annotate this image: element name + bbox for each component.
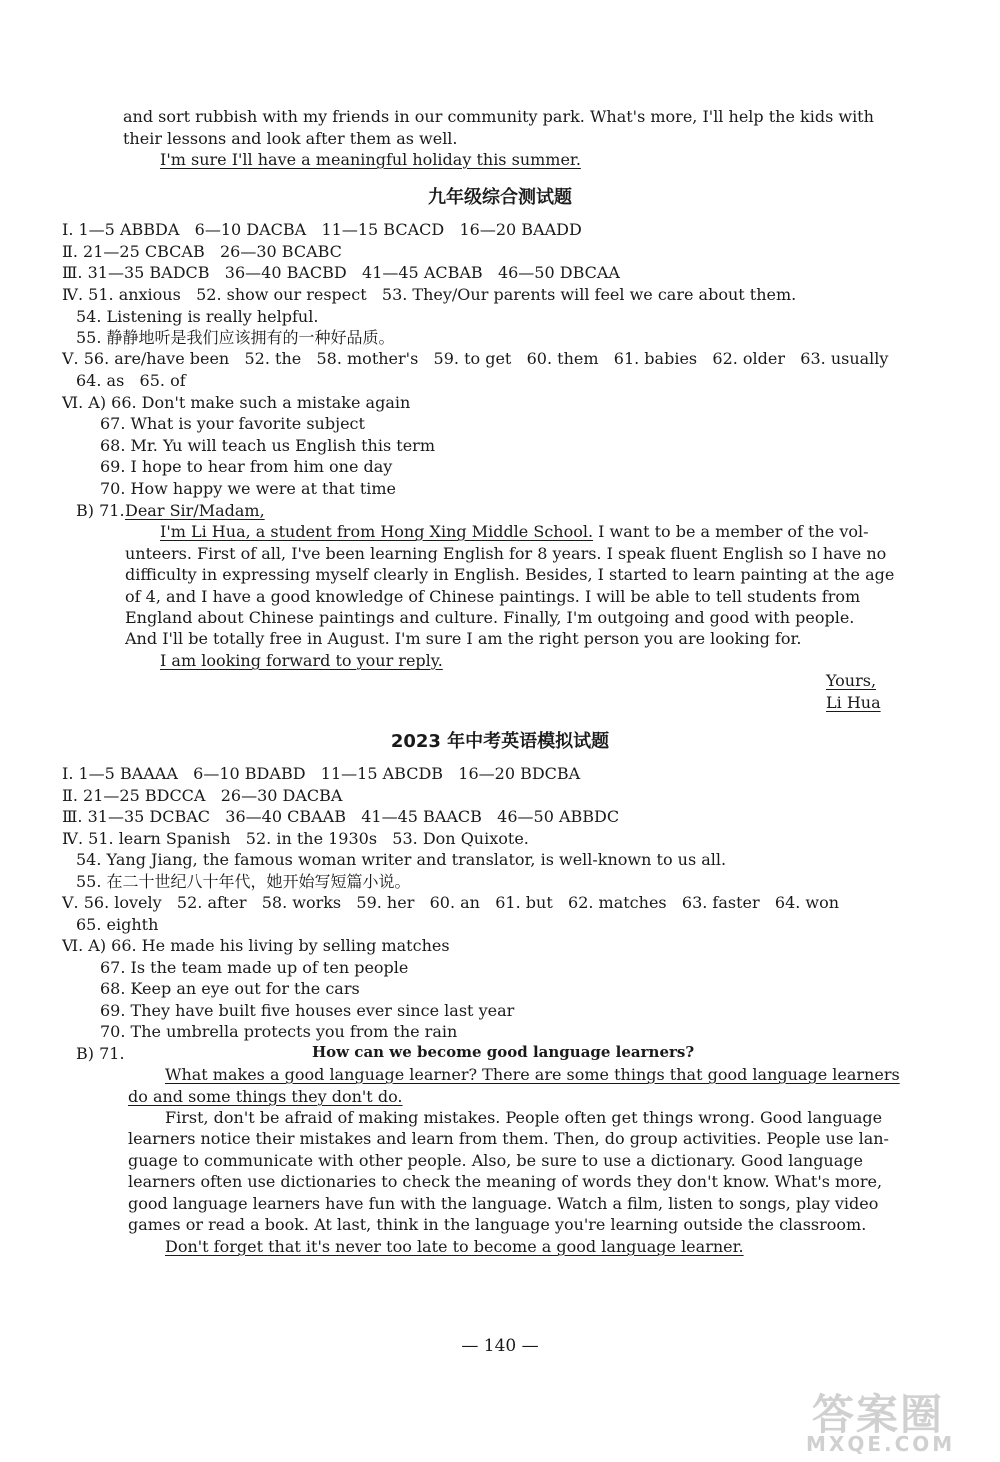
s1-letter-line-1: [160, 521, 869, 542]
s1-sign-name: Li Hua: [826, 693, 881, 712]
s1-letter-line-5: England about Chinese paintings and culture. Finally, I'm outgoing and good with people.: [125, 608, 855, 627]
s2-row-6b: 67. Is the team made up of ten people: [100, 958, 409, 977]
s1-letter-line-2: unteers. First of all, I've been learning English for 8 years. I speak fluent English so I have no: [125, 544, 887, 563]
s2-essay-line-9: Don't forget that it's never too late to become a good language learner.: [165, 1237, 744, 1256]
s2-row-5b: 65. eighth: [76, 915, 159, 934]
s1-row-6e: 70. How happy we were at that time: [100, 479, 396, 498]
section-title-2023-mock: 2023 年中考英语模拟试题: [390, 731, 610, 752]
s2-row-4a: Ⅳ. 51. learn Spanish 52. in the 1930s 53. Don Quixote.: [62, 829, 529, 848]
s2-row-5a: Ⅴ. 56. lovely 52. after 58. works 59. her 60. an 61. but 62. matches 63. faster 64. won: [62, 893, 840, 912]
s2-row-1: Ⅰ. 1—5 BAAAA 6—10 BDABD 11—15 ABCDB 16—20 BDCBA: [62, 764, 581, 783]
intro-line-3: I'm sure I'll have a meaningful holiday this summer.: [160, 150, 581, 169]
s1-row-4a: Ⅳ. 51. anxious 52. show our respect 53. They/Our parents will feel we care about them.: [62, 285, 797, 304]
s1-row-4c: 55. 静静地听是我们应该拥有的一种好品质。: [76, 328, 395, 347]
s2-row-2: Ⅱ. 21—25 BDCCA 26—30 DACBA: [62, 786, 343, 805]
watermark-url: MXQE.COM: [806, 1432, 956, 1456]
s2-essay-line-2: do and some things they don't do.: [128, 1087, 403, 1106]
s1-letter-line-4: of 4, and I have a good knowledge of Chinese paintings. I will be able to tell students from: [125, 587, 861, 606]
watermark-logo: 答案圈: [812, 1390, 945, 1439]
s1-greeting: Dear Sir/Madam,: [125, 501, 265, 520]
s2-essay-line-6: learners often use dictionaries to check the meaning of words they don't know. What's more,: [128, 1172, 883, 1191]
s1-letter-closing: I am looking forward to your reply.: [160, 651, 443, 670]
s1-letter-line-6: And I'll be totally free in August. I'm sure I am the right person you are looking for.: [125, 629, 802, 648]
s2-row-6e: 70. The umbrella protects you from the rain: [100, 1022, 458, 1041]
s2-row-4b: 54. Yang Jiang, the famous woman writer and translator, is well-known to us all.: [76, 850, 727, 869]
s2-essay-line-4: learners notice their mistakes and learn from them. Then, do group activities. People use lan-: [128, 1129, 889, 1148]
s2-essay-line-5: guage to communicate with other people. Also, be sure to use a dictionary. Good language: [128, 1151, 863, 1170]
s1-b-label: B) 71.: [76, 501, 125, 520]
s2-essay-line-7: good language learners have fun with the language. Watch a film, listen to songs, play video: [128, 1194, 879, 1213]
s2-essay-line-8: games or read a book. At last, think in the language you're learning outside the classroom.: [128, 1215, 867, 1234]
s1-letter-intro: I'm Li Hua, a student from Hong Xing Middle School.: [160, 522, 594, 541]
s1-row-6d: 69. I hope to hear from him one day: [100, 457, 393, 476]
s1-row-6b: 67. What is your favorite subject: [100, 414, 365, 433]
s1-row-5b: 64. as 65. of: [76, 371, 186, 390]
page-number: — 140 —: [461, 1336, 539, 1356]
s1-sign-yours: Yours,: [826, 671, 877, 690]
s2-row-6d: 69. They have built five houses ever since last year: [100, 1001, 515, 1020]
intro-line-1: and sort rubbish with my friends in our community park. What's more, I'll help the kids with: [123, 107, 874, 126]
s1-row-6c: 68. Mr. Yu will teach us English this term: [100, 436, 435, 455]
s1-row-4b: 54. Listening is really helpful.: [76, 307, 319, 326]
s1-row-3: Ⅲ. 31—35 BADCB 36—40 BACBD 41—45 ACBAB 46—50 DBCAA: [62, 263, 620, 282]
s2-essay-line-1: What makes a good language learner? There are some things that good language learners: [165, 1065, 900, 1084]
s1-row-5a: Ⅴ. 56. are/have been 52. the 58. mother's 59. to get 60. them 61. babies 62. older 63. usually: [62, 349, 889, 368]
s2-essay-line-3: First, don't be afraid of making mistakes. People often get things wrong. Good language: [165, 1108, 883, 1127]
s1-row-1: Ⅰ. 1—5 ABBDA 6—10 DACBA 11—15 BCACD 16—20 BAADD: [62, 220, 582, 239]
s1-row-2: Ⅱ. 21—25 CBCAB 26—30 BCABC: [62, 242, 342, 261]
s1-letter-line-3: difficulty in expressing myself clearly in English. Besides, I started to learn painting at the age: [125, 565, 895, 584]
s2-row-6a: Ⅵ. A) 66. He made his living by selling matches: [62, 936, 450, 955]
s2-b-label: B) 71.: [76, 1044, 125, 1063]
intro-line-2: their lessons and look after them as well.: [123, 129, 458, 148]
s2-row-3: Ⅲ. 31—35 DCBAC 36—40 CBAAB 41—45 BAACB 46—50 ABBDC: [62, 807, 620, 826]
section-title-grade9: 九年级综合测试题: [428, 187, 572, 208]
s1-letter-line-1-rest: I want to be a member of the vol-: [593, 522, 869, 541]
s2-essay-title: How can we become good language learners?: [312, 1043, 695, 1061]
s2-row-4c: 55. 在二十世纪八十年代，她开始写短篇小说。: [76, 872, 411, 891]
s1-row-6a: Ⅵ. A) 66. Don't make such a mistake again: [62, 393, 411, 412]
s2-row-6c: 68. Keep an eye out for the cars: [100, 979, 360, 998]
